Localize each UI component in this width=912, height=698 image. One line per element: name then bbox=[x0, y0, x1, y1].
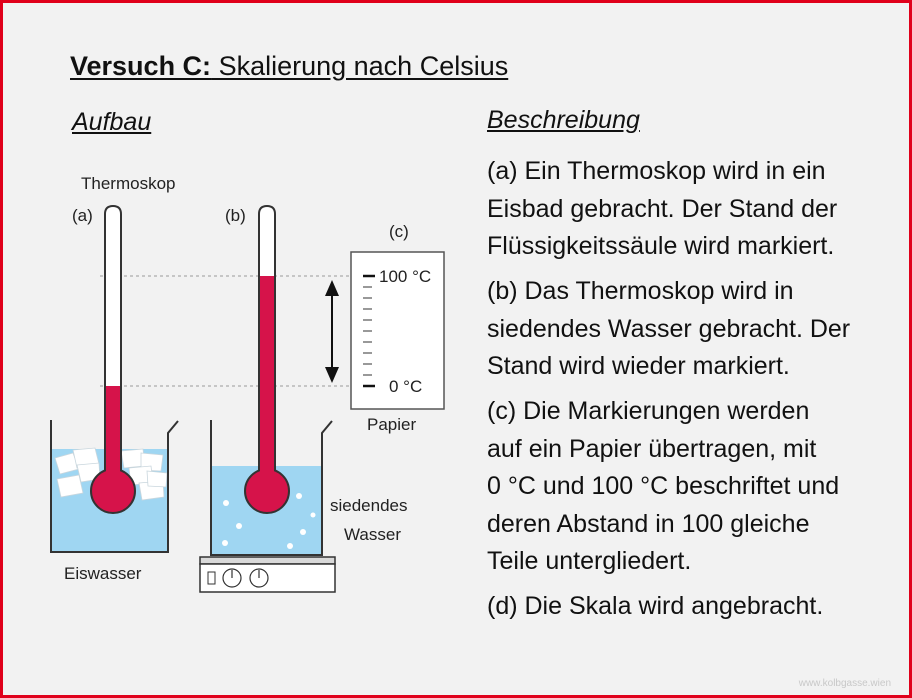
experiment-diagram bbox=[3, 3, 909, 695]
watermark: www.kolbgasse.wien bbox=[798, 678, 891, 689]
step-a-line-1: (a) Ein Thermoskop wird in ein bbox=[487, 157, 826, 185]
beschreibung-heading: Beschreibung bbox=[487, 106, 640, 134]
hot-plate-top bbox=[200, 557, 335, 564]
bulb-b bbox=[245, 469, 289, 513]
step-c-line-1: (c) Die Markierungen werden bbox=[487, 397, 810, 425]
title-bold: Versuch C: bbox=[70, 51, 212, 81]
step-c-line-2: auf ein Papier übertragen, mit bbox=[487, 434, 817, 463]
double-arrow-icon bbox=[325, 280, 339, 383]
step-d-line-1: (d) Die Skala wird angebracht. bbox=[487, 592, 824, 620]
label-a: (a) bbox=[72, 206, 93, 225]
step-b-line-3: Stand wird wieder markiert. bbox=[487, 352, 790, 380]
step-a-line-2: Eisbad gebracht. Der Stand der bbox=[487, 194, 838, 223]
step-a-line-3: Flüssigkeitssäule wird markiert. bbox=[487, 232, 835, 260]
step-c-line-3: 0 °C und 100 °C beschriftet und bbox=[487, 472, 840, 500]
label-c: (c) bbox=[389, 222, 409, 241]
label-papier: Papier bbox=[367, 415, 417, 434]
step-b-line-2: siedendes Wasser gebracht. Der bbox=[487, 314, 851, 343]
step-c-line-4: deren Abstand in 100 gleiche bbox=[487, 509, 810, 538]
liquid-column-b bbox=[260, 276, 274, 486]
label-siedendes: siedendes bbox=[330, 496, 408, 515]
bulb-a bbox=[91, 469, 135, 513]
aufbau-heading: Aufbau bbox=[72, 108, 152, 136]
step-c-line-5: Teile untergliedert. bbox=[487, 547, 692, 575]
label-100-celsius: 100 °C bbox=[379, 267, 432, 286]
label-0-celsius: 0 °C bbox=[389, 377, 423, 396]
hot-plate-switch bbox=[208, 572, 215, 584]
label-eiswasser: Eiswasser bbox=[64, 564, 142, 583]
label-thermoskop: Thermoskop bbox=[81, 174, 176, 193]
label-b: (b) bbox=[225, 206, 246, 225]
label-wasser: Wasser bbox=[344, 525, 401, 544]
title-rest: Skalierung nach Celsius bbox=[211, 51, 509, 81]
step-b-line-1: (b) Das Thermoskop wird in bbox=[487, 277, 794, 305]
